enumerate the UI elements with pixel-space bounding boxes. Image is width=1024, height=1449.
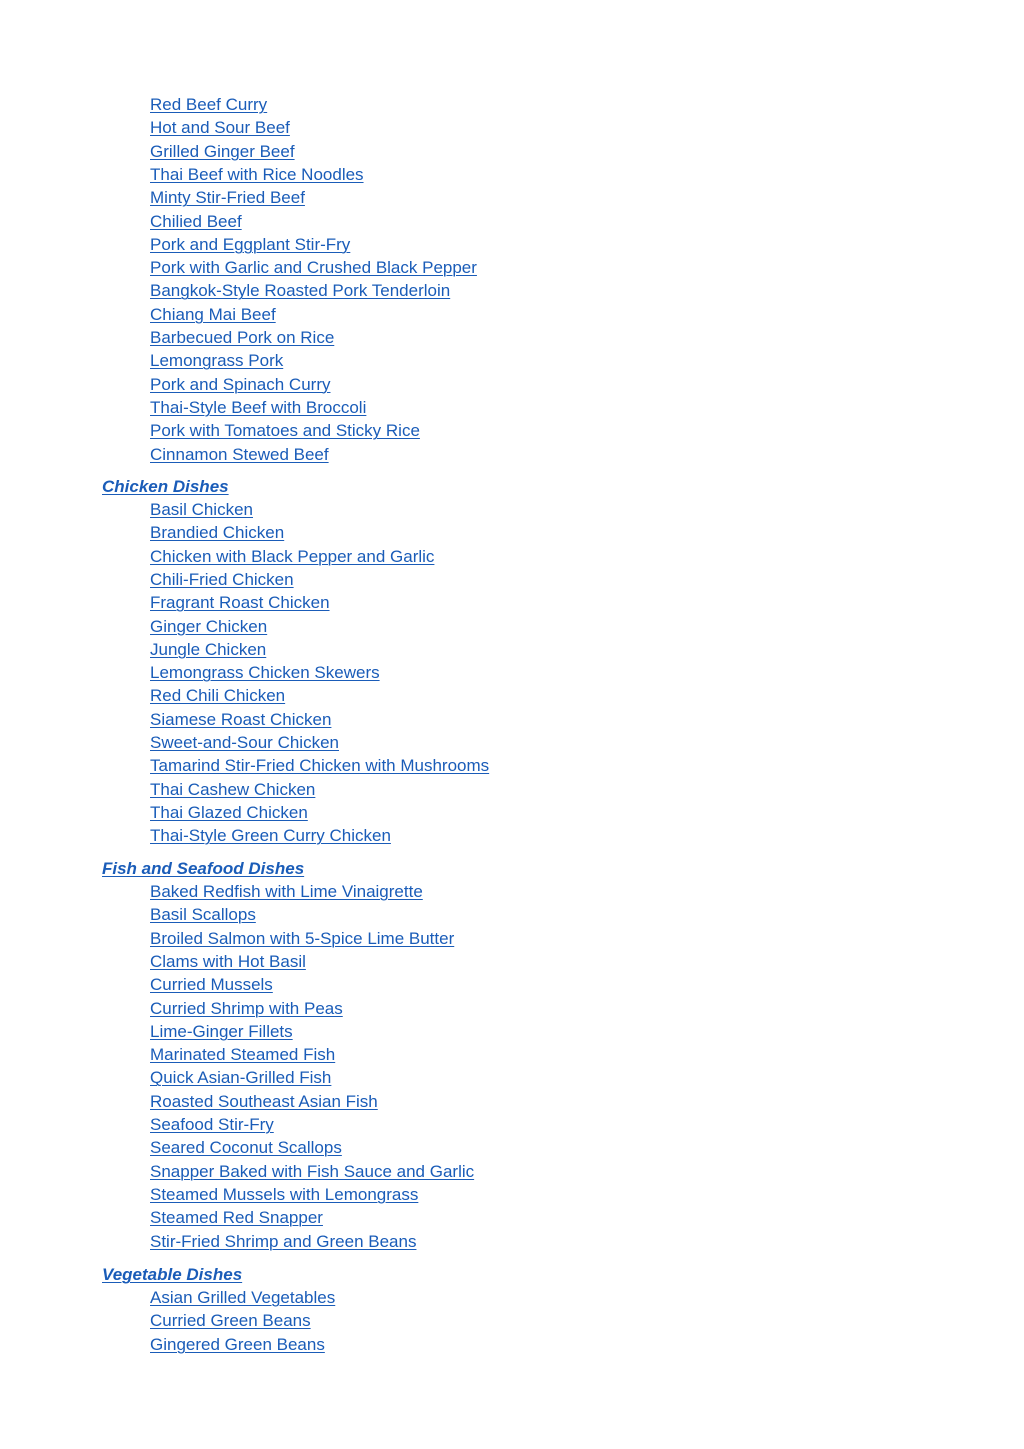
- list-item[interactable]: Siamese Roast Chicken: [150, 709, 332, 729]
- list-item[interactable]: Jungle Chicken: [150, 639, 267, 659]
- list-item[interactable]: Curried Shrimp with Peas: [150, 998, 343, 1018]
- list-item[interactable]: Steamed Mussels with Lemongrass: [150, 1184, 419, 1204]
- list-item[interactable]: Chiang Mai Beef: [150, 304, 276, 324]
- list-item[interactable]: Steamed Red Snapper: [150, 1208, 323, 1228]
- section-heading-chicken[interactable]: Chicken Dishes: [102, 477, 229, 496]
- list-item[interactable]: Asian Grilled Vegetables: [150, 1288, 336, 1307]
- list-item[interactable]: Curried Green Beans: [150, 1311, 311, 1331]
- list-item[interactable]: Broiled Salmon with 5-Spice Lime Butter: [150, 928, 455, 948]
- list-item[interactable]: Chilied Beef: [150, 211, 242, 231]
- list-item[interactable]: Tamarind Stir-Fried Chicken with Mushrooms: [150, 756, 490, 776]
- list-item[interactable]: Baked Redfish with Lime Vinaigrette: [150, 882, 423, 901]
- list-item[interactable]: Pork with Tomatoes and Sticky Rice: [150, 421, 420, 441]
- list-item[interactable]: Bangkok-Style Roasted Pork Tenderloin: [150, 281, 451, 301]
- list-item[interactable]: Red Chili Chicken: [150, 686, 286, 706]
- list-item[interactable]: Lime-Ginger Fillets: [150, 1021, 293, 1041]
- list-item[interactable]: Lemongrass Chicken Skewers: [150, 663, 380, 683]
- list-item[interactable]: Quick Asian-Grilled Fish: [150, 1068, 332, 1088]
- list-item[interactable]: Chili-Fried Chicken: [150, 569, 294, 589]
- list-item[interactable]: Red Beef Curry: [150, 95, 268, 114]
- list-item[interactable]: Pork with Garlic and Crushed Black Pepper: [150, 258, 477, 278]
- list-item[interactable]: Thai Cashew Chicken: [150, 779, 316, 799]
- list-item[interactable]: Thai-Style Green Curry Chicken: [150, 826, 391, 846]
- section-heading-vegetable[interactable]: Vegetable Dishes: [102, 1265, 243, 1284]
- list-item[interactable]: Stir-Fried Shrimp and Green Beans: [150, 1231, 417, 1251]
- list-item[interactable]: Lemongrass Pork: [150, 351, 284, 371]
- list-item[interactable]: Hot and Sour Beef: [150, 118, 290, 138]
- list-item[interactable]: Fragrant Roast Chicken: [150, 593, 330, 613]
- list-item[interactable]: Thai-Style Beef with Broccoli: [150, 397, 367, 417]
- list-item[interactable]: Minty Stir-Fried Beef: [150, 188, 305, 208]
- list-item[interactable]: Roasted Southeast Asian Fish: [150, 1091, 378, 1111]
- list-item[interactable]: Marinated Steamed Fish: [150, 1045, 336, 1065]
- list-item[interactable]: Sweet-and-Sour Chicken: [150, 733, 339, 752]
- list-item[interactable]: Thai Glazed Chicken: [150, 802, 308, 822]
- list-item[interactable]: Ginger Chicken: [150, 616, 268, 636]
- list-item[interactable]: Thai Beef with Rice Noodles: [150, 164, 364, 184]
- list-item[interactable]: Brandied Chicken: [150, 523, 285, 543]
- list-item[interactable]: Chicken with Black Pepper and Garlic: [150, 546, 435, 566]
- list-item[interactable]: Curried Mussels: [150, 975, 273, 995]
- list-item[interactable]: Clams with Hot Basil: [150, 951, 306, 971]
- list-item[interactable]: Pork and Eggplant Stir-Fry: [150, 234, 351, 254]
- list-item[interactable]: Gingered Green Beans: [150, 1334, 325, 1354]
- list-item[interactable]: Seared Coconut Scallops: [150, 1138, 342, 1158]
- list-item[interactable]: Grilled Ginger Beef: [150, 141, 295, 161]
- section-heading-seafood[interactable]: Fish and Seafood Dishes: [102, 859, 305, 878]
- list-item[interactable]: Barbecued Pork on Rice: [150, 328, 335, 347]
- list-item[interactable]: Basil Scallops: [150, 905, 256, 925]
- list-item[interactable]: Cinnamon Stewed Beef: [150, 444, 329, 464]
- list-item[interactable]: Snapper Baked with Fish Sauce and Garlic: [150, 1161, 475, 1181]
- list-item[interactable]: Seafood Stir-Fry: [150, 1115, 274, 1134]
- list-item[interactable]: Basil Chicken: [150, 500, 253, 519]
- list-item[interactable]: Pork and Spinach Curry: [150, 374, 331, 394]
